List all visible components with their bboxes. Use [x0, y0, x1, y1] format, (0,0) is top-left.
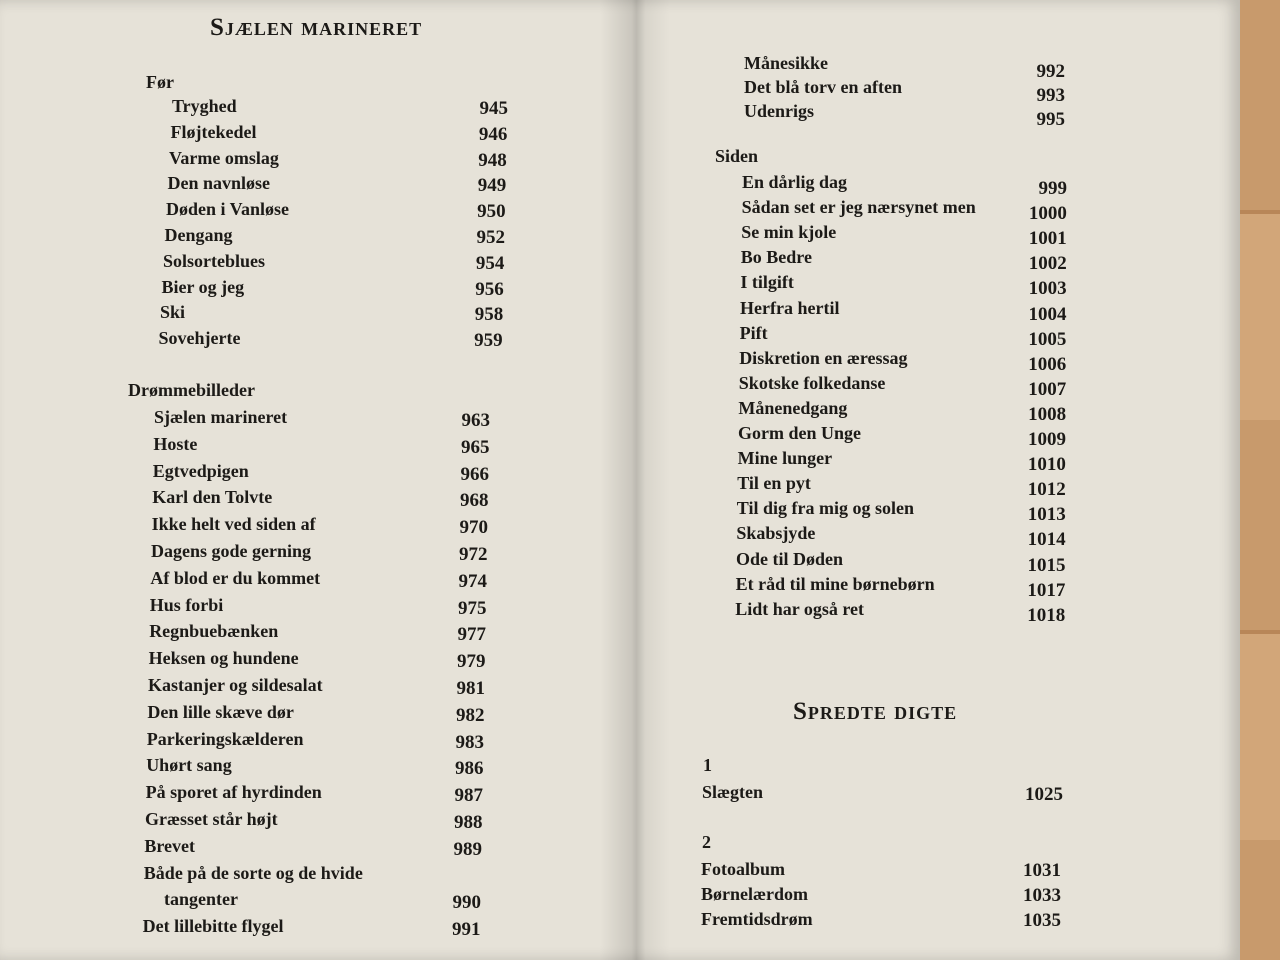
toc-entry-page: 1007: [1028, 378, 1067, 400]
toc-entry-title: Til en pyt: [737, 473, 811, 494]
toc-entry-page: 945: [479, 98, 508, 119]
toc-entry-title: Se min kjole: [741, 222, 837, 243]
toc-entry-page: 959: [474, 330, 503, 352]
toc-entry-page: 948: [478, 149, 507, 171]
toc-entry-page: 1017: [1027, 579, 1066, 601]
toc-entry-title: Kastanjer og sildesalat: [148, 675, 323, 695]
toc-entry-title: Sovehjerte: [158, 328, 241, 349]
toc-entry-page: 991: [452, 919, 481, 941]
toc-entry-title: Det lillebitte flygel: [142, 916, 284, 937]
toc-entry-title: Varme omslag: [169, 147, 279, 168]
toc-entry-page: 979: [457, 651, 486, 673]
toc-entry-page: 988: [454, 812, 483, 833]
toc-entry-title: Fremtidsdrøm: [701, 909, 813, 929]
toc-entry-page: 950: [477, 201, 506, 223]
toc-entry-page: 958: [474, 304, 504, 326]
toc-entry-page: 1018: [1027, 604, 1066, 626]
toc-entry-page: 963: [461, 410, 490, 431]
toc-entry-page: 1006: [1028, 353, 1067, 375]
toc-entry-title: Dagens gode gerning: [151, 541, 312, 561]
toc-entry-page: 1025: [1025, 784, 1063, 805]
toc-entry-title: Gorm den Unge: [738, 423, 861, 443]
wooden-table: [1240, 0, 1280, 960]
toc-entry-title: Hus forbi: [149, 594, 224, 615]
toc-entry-title: Dengang: [164, 225, 233, 245]
toc-entry-title: Uhørt sang: [146, 755, 232, 776]
toc-entry-page: 981: [456, 678, 485, 699]
toc-entry-page: 954: [475, 252, 505, 274]
toc-entry-page: 992: [1036, 61, 1065, 82]
toc-entry-title: Ode til Døden: [736, 548, 844, 569]
toc-entry-page: 966: [460, 463, 489, 485]
toc-entry-page: 977: [457, 624, 486, 646]
toc-entry-title: Døden i Vanløse: [166, 199, 290, 220]
toc-entry-title: Ikke helt ved siden af: [151, 514, 316, 535]
toc-entry-page: 972: [459, 544, 488, 565]
toc-entry-title: Det blå torv en aften: [744, 77, 902, 97]
toc-entry-title: Sådan set er jeg nærsynet men: [741, 197, 976, 218]
toc-entry-title: Sjælen marineret: [154, 407, 288, 427]
toc-entry-page: 1008: [1028, 403, 1067, 425]
toc-entry-title: Hoste: [153, 433, 198, 454]
toc-entry-title: Bier og jeg: [161, 276, 245, 297]
section-label-foer: Før: [146, 72, 174, 92]
toc-entry-page: 990: [452, 892, 481, 914]
toc-entry-page: 1000: [1028, 203, 1067, 225]
toc-entry-title: Tryghed: [172, 96, 237, 116]
toc-entry-title: Regnbuebænken: [149, 621, 279, 642]
toc-entry-page: 975: [458, 597, 487, 619]
right-page: [695, 0, 1070, 960]
toc-entry-page: 1033: [1023, 885, 1061, 906]
toc-entry-page: 986: [455, 758, 484, 780]
toc-entry-title: Et råd til mine børnebørn: [735, 573, 935, 594]
toc-entry-page: 1015: [1027, 554, 1066, 576]
toc-entry-title: Udenrigs: [744, 101, 815, 121]
toc-entry-page: 974: [458, 570, 487, 592]
toc-entry-title: Pift: [739, 322, 768, 343]
toc-entry-page: 949: [477, 175, 507, 197]
toc-entry-page: 1002: [1028, 253, 1067, 275]
spredte-digte-title: Spredte digte: [793, 698, 958, 725]
toc-entry-page: 1005: [1028, 328, 1067, 350]
toc-entry-title: Slægten: [702, 782, 764, 802]
toc-entry-title: Solsorteblues: [163, 250, 266, 271]
toc-entry-page: 970: [459, 517, 488, 539]
toc-entry-title: Lidt har også ret: [735, 598, 865, 619]
toc-entry-page: 1031: [1023, 860, 1061, 881]
toc-entry-title: Fotoalbum: [701, 859, 786, 879]
toc-entry-title: Herfra hertil: [740, 297, 840, 318]
left-page-title: Sjælen marineret: [210, 14, 423, 41]
toc-entry-page: 1035: [1023, 910, 1061, 931]
toc-entry-title: Den lille skæve dør: [147, 701, 294, 722]
toc-entry-page: 968: [460, 490, 489, 512]
toc-entry-title: Heksen og hundene: [148, 648, 299, 669]
toc-entry-title: Skotske folkedanse: [738, 372, 886, 393]
toc-entry-title: Egtvedpigen: [152, 460, 249, 481]
book-gutter: [600, 0, 670, 960]
toc-entry-page: 952: [476, 227, 505, 248]
toc-entry-title: Månenedgang: [738, 397, 848, 418]
toc-entry-title: Fløjtekedel: [170, 121, 257, 142]
toc-entry-title: Karl den Tolvte: [152, 487, 273, 508]
toc-entry-title: I tilgift: [740, 272, 794, 293]
toc-entry-page: 987: [454, 785, 483, 807]
toc-entry-title: Af blod er du kommet: [150, 567, 321, 588]
toc-entry-page: 946: [478, 123, 508, 145]
toc-entry-title: Brevet: [144, 835, 196, 856]
toc-entry-page: 1004: [1028, 303, 1067, 325]
toc-entry-title: Diskretion en æressag: [739, 347, 908, 368]
toc-entry-title: Mine lunger: [737, 448, 833, 469]
toc-entry-page: 1012: [1027, 479, 1066, 501]
toc-entry-page: 999: [1038, 178, 1067, 199]
toc-entry-page: 995: [1036, 109, 1065, 130]
toc-entry-title: Parkeringskælderen: [146, 728, 304, 749]
toc-entry-page: 956: [475, 278, 504, 300]
toc-entry-title: Den navnløse: [167, 173, 271, 194]
toc-entry-title: En dårlig dag: [742, 172, 848, 192]
section-label-siden: Siden: [715, 146, 759, 166]
toc-entry-page: 1014: [1027, 529, 1066, 551]
toc-entry-title: Bo Bedre: [740, 247, 812, 268]
toc-entry-page: 1009: [1028, 429, 1066, 450]
toc-entry-page: 989: [453, 838, 482, 860]
toc-entry-title: Græsset står højt: [145, 809, 278, 829]
group-label: 1: [703, 755, 712, 775]
toc-entry-title: Både på de sorte og de hvide: [143, 862, 363, 883]
toc-entry-page: 993: [1036, 85, 1065, 106]
toc-entry-page: 1001: [1028, 228, 1067, 250]
toc-entry-title: Børnelærdom: [701, 884, 808, 904]
section-label-droemmebilleder: Drømmebilleder: [128, 380, 255, 400]
toc-entry-page: 1013: [1027, 504, 1066, 526]
toc-entry-title: Skabsjyde: [736, 523, 816, 544]
toc-entry-page: 1003: [1028, 278, 1067, 300]
toc-entry-page: 965: [461, 436, 490, 458]
toc-entry-page: 1010: [1027, 454, 1066, 476]
toc-entry-title: På sporet af hyrdinden: [145, 782, 322, 803]
toc-entry-page: 982: [456, 704, 485, 726]
toc-entry-title: Til dig fra mig og solen: [736, 498, 914, 519]
toc-entry-title: Ski: [160, 302, 186, 323]
group-label: 2: [702, 832, 711, 852]
toc-entry-page: 983: [455, 731, 484, 753]
left-page: [110, 0, 510, 960]
toc-entry-title: Månesikke: [744, 53, 829, 73]
toc-entry-title: tangenter: [164, 889, 238, 910]
